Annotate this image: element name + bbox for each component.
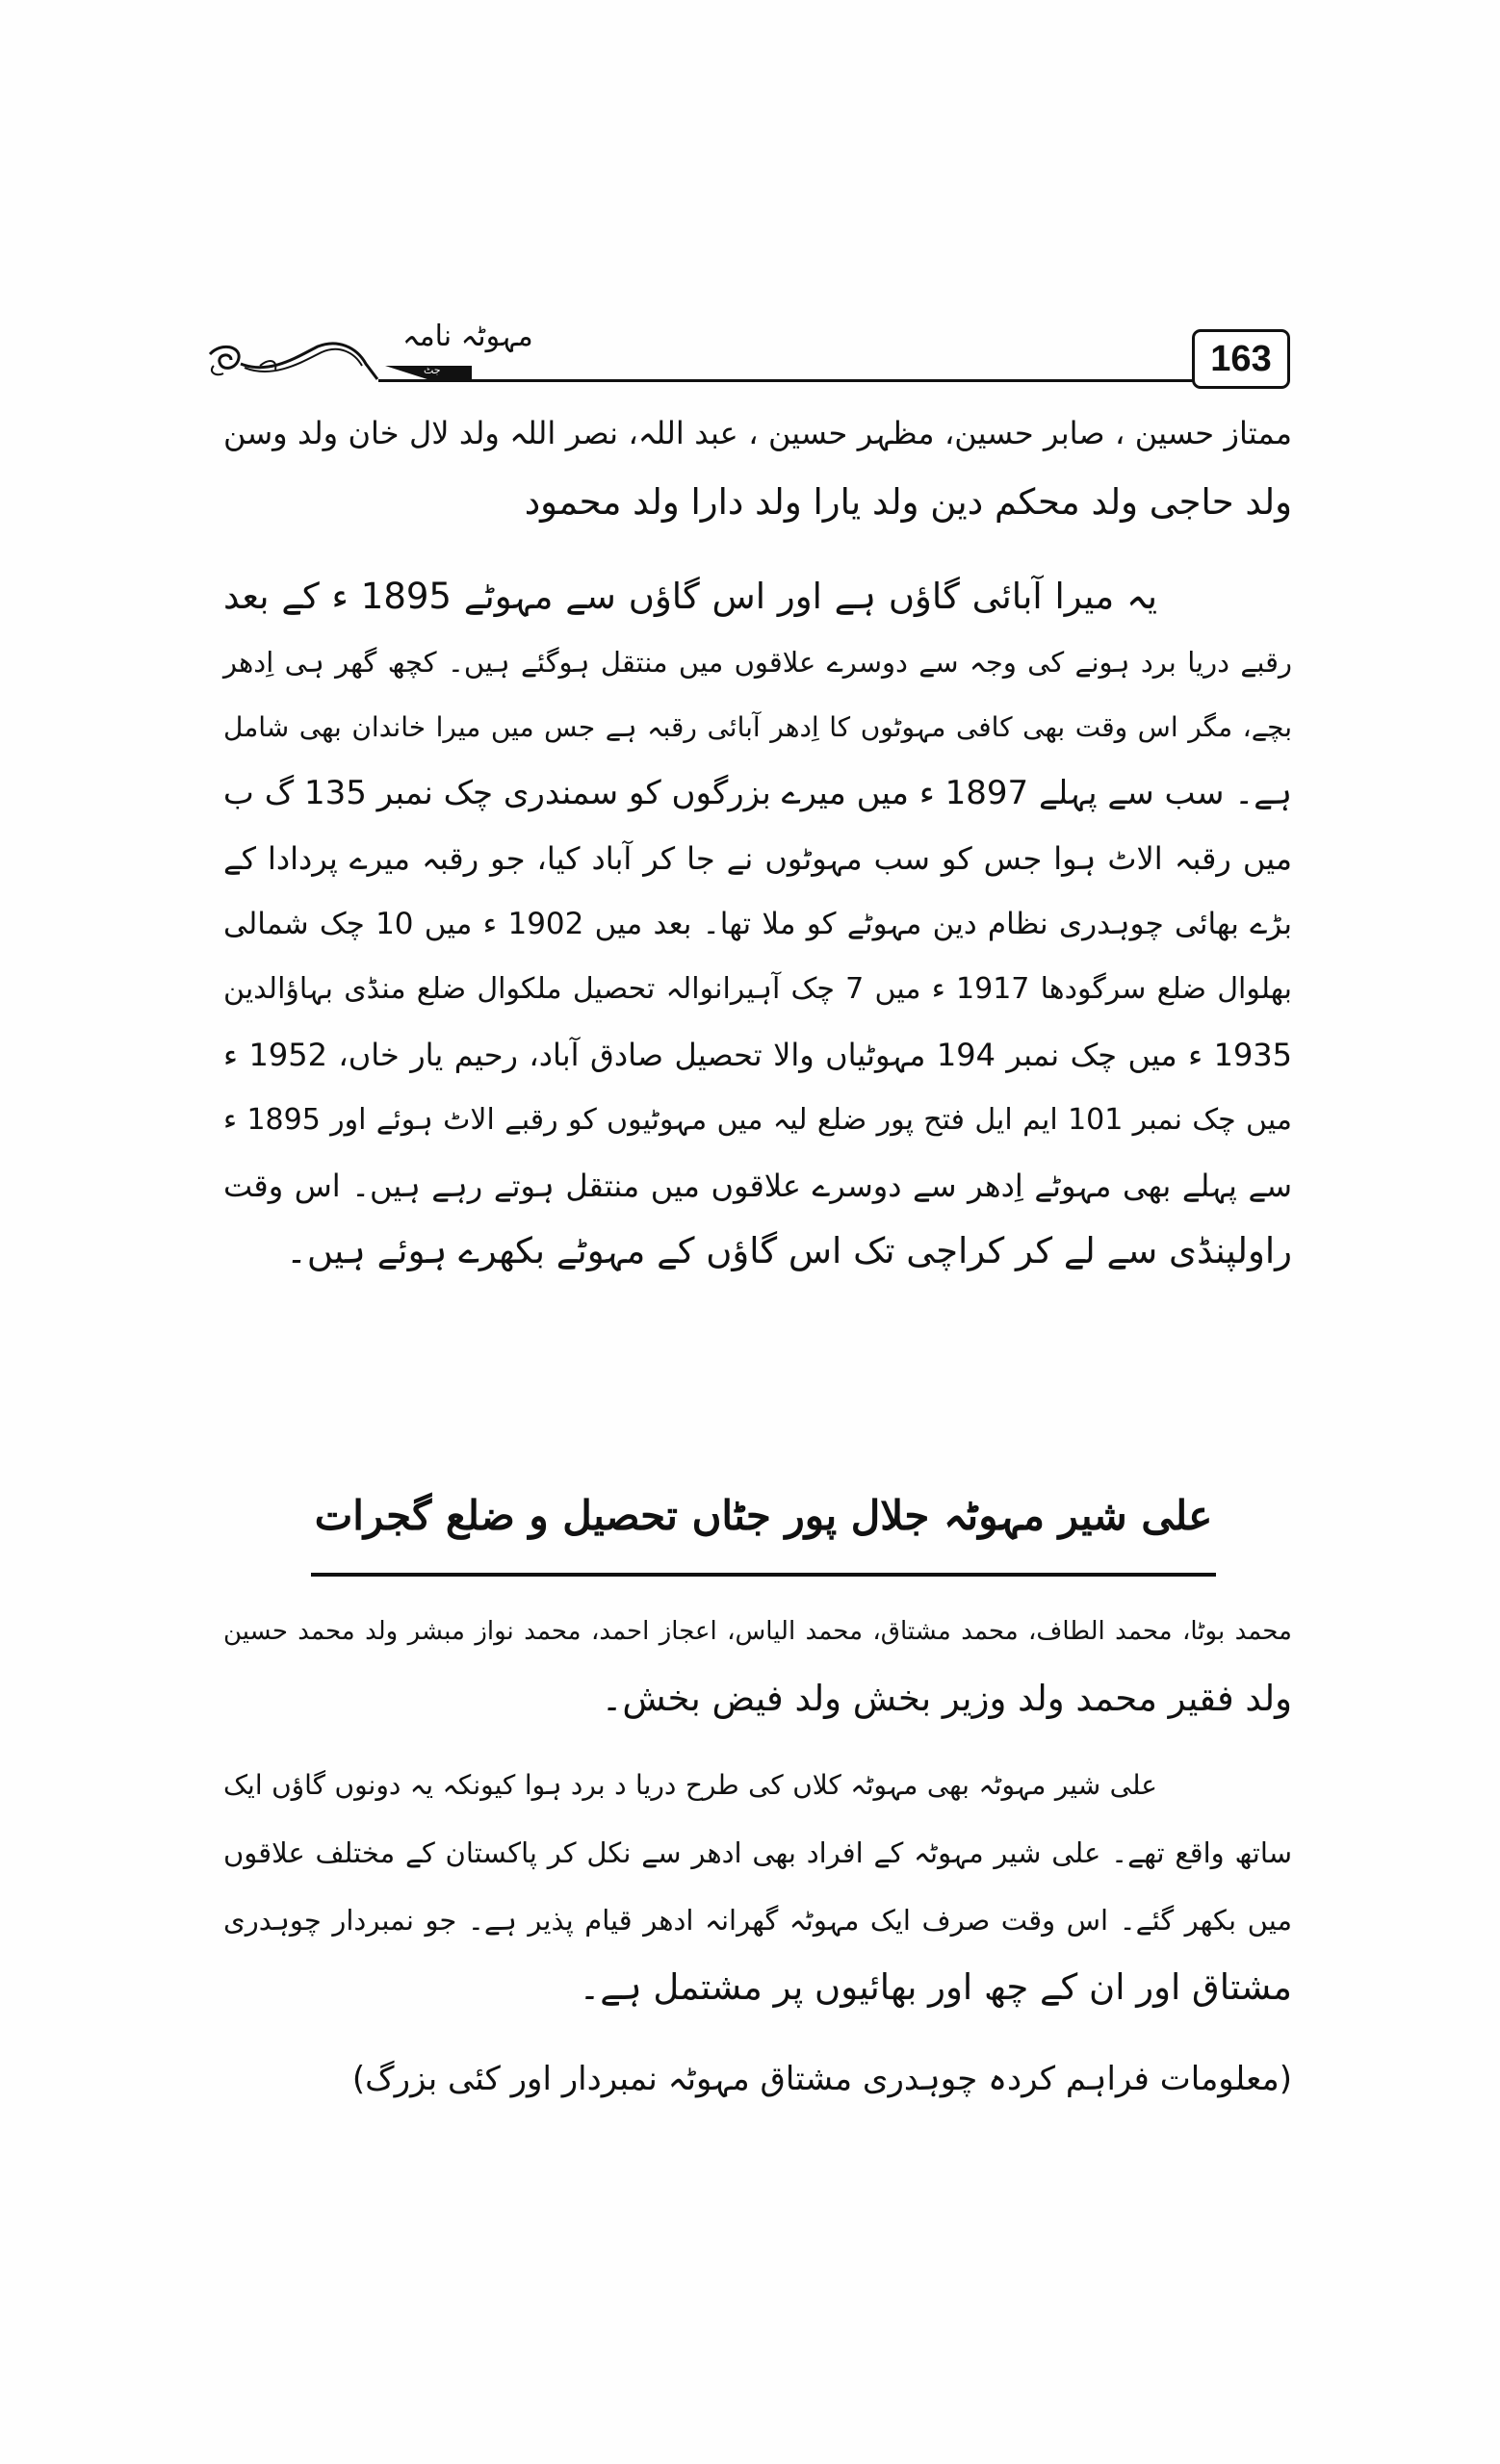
text-line: ولد فقیر محمد ولد وزیر بخش ولد فیض بخش۔ [601,1678,1292,1719]
book-subtitle: جٹ [424,364,441,376]
heading-underline [311,1573,1216,1577]
text-line: رقبے دریا برد ہونے کی وجہ سے دوسرے علاقوں میں منتقل ہوگئے ہیں۔ کچھ گھر ہی اِدھر [223,646,1292,679]
source-note: (معلومات فراہم کردہ چوہدری مشتاق مہوٹہ نمبردار اور کئی بزرگ) [351,2060,1292,2098]
text-line: بھلوال ضلع سرگودھا 1917 ء میں 7 چک آہیرانوالہ تحصیل ملکوال ضلع منڈی بہاؤالدین [223,972,1292,1006]
book-title: مہوٹہ نامہ [402,320,533,353]
text-line: 1935 ء میں چک نمبر 194 مہوٹیاں والا تحصیل صادق آباد، رحیم یار خاں، 1952 ء [223,1037,1293,1073]
text-line: راولپنڈی سے لے کر کراچی تک اس گاؤں کے مہوٹے بکھرے ہوئے ہیں۔ [286,1230,1292,1271]
section-heading: علی شیر مہوٹہ جلال پور جٹاں تحصیل و ضلع گجرات [314,1492,1213,1539]
text-line: میں چک نمبر 101 ایم ایل فتح پور ضلع لیہ میں مہوٹیوں کو رقبے الاٹ ہوئے اور 1895 ء [223,1103,1293,1137]
ornament-flourish-icon [202,337,395,385]
text-line: ممتاز حسین ، صابر حسین، مظہر حسین ، عبد اللہ، نصر اللہ ولد لال خان ولد وسن [223,415,1292,451]
header-rule [378,379,1194,382]
text-line: بچے، مگر اس وقت بھی کافی مہوٹوں کا اِدھر آبائی رقبہ ہے جس میں میرا خاندان بھی شامل [223,711,1292,743]
text-line: بڑے بھائی چوہدری نظام دین مہوٹے کو ملا تھا۔ بعد میں 1902 ء میں 10 چک شمالی [223,907,1292,941]
text-line: علی شیر مہوٹہ بھی مہوٹہ کلاں کی طرح دریا د برد ہوا کیونکہ یہ دونوں گاؤں ایک [223,1769,1157,1801]
text-line: سے پہلے بھی مہوٹے اِدھر سے دوسرے علاقوں میں منتقل ہوتے رہے ہیں۔ اس وقت [223,1168,1292,1204]
text-line: میں رقبہ الاٹ ہوا جس کو سب مہوٹوں نے جا کر آباد کیا، جو رقبہ میرے پردادا کے [223,840,1292,877]
book-logo [374,318,533,383]
text-line: ولد حاجی ولد محکم دین ولد یارا ولد دارا ولد محمود [524,481,1292,523]
text-line: میں بکھر گئے۔ اس وقت صرف ایک مہوٹہ گھرانہ ادھر قیام پذیر ہے۔ جو نمبردار چوہدری [223,1904,1292,1937]
page-number: 163 [1192,329,1290,389]
page-header [202,318,1290,395]
text-line: ساتھ واقع تھے۔ علی شیر مہوٹہ کے افراد بھی ادھر سے نکل کر پاکستان کے مختلف علاقوں [223,1836,1292,1869]
text-line: ہے۔ سب سے پہلے 1897 ء میں میرے بزرگوں کو سمندری چک نمبر 135 گ ب [222,774,1292,812]
text-line: یہ میرا آبائی گاؤں ہے اور اس گاؤں سے مہوٹے 1895 ء کے بعد [223,576,1157,617]
text-line: محمد بوٹا، محمد الطاف، محمد مشتاق، محمد الیاس، اعجاز احمد، محمد نواز مبشر ولد محمد حسین [223,1617,1292,1646]
text-line: مشتاق اور ان کے چھ اور بھائیوں پر مشتمل ہے۔ [579,1966,1292,2008]
